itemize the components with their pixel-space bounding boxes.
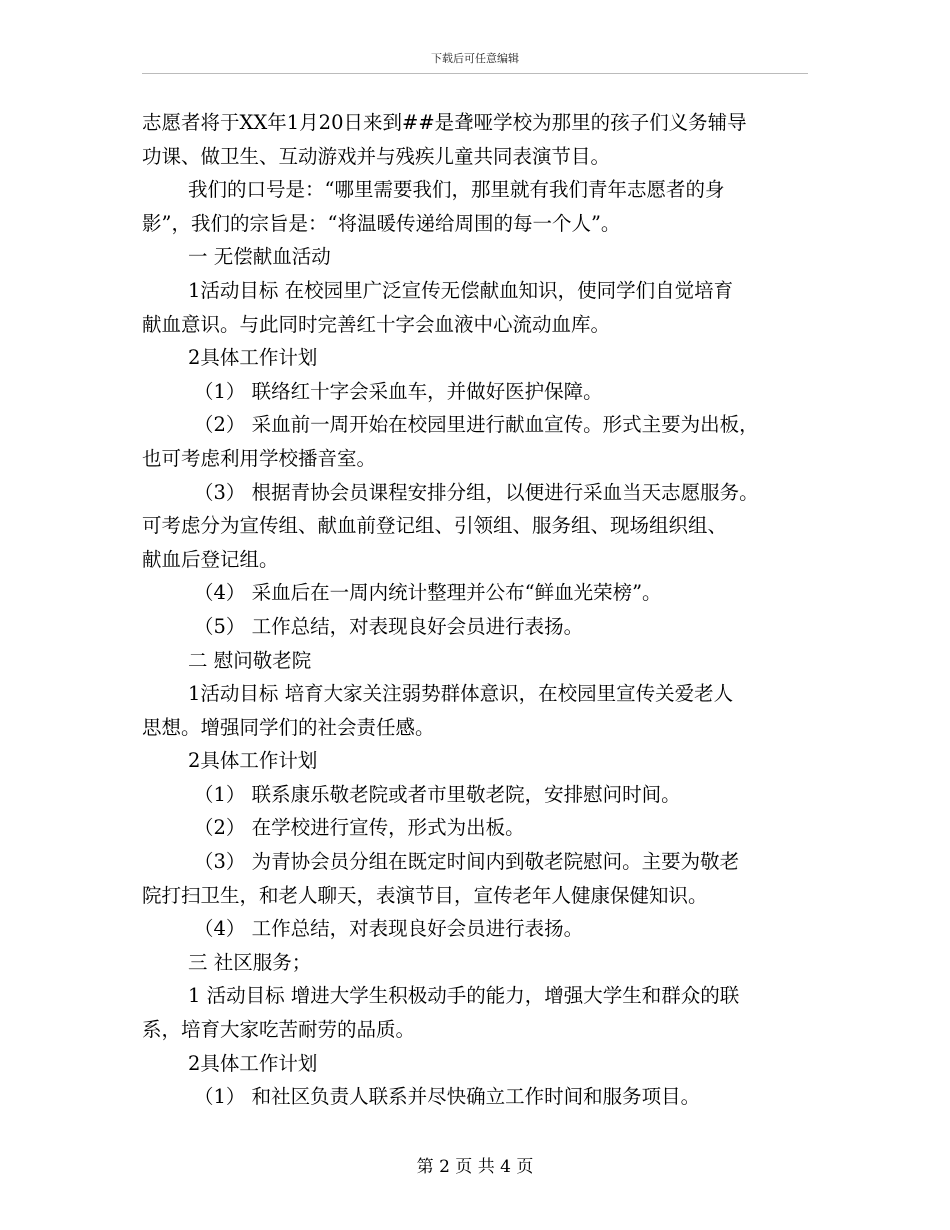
body-line: 献血意识。与此同时完善红十字会血液中心流动血库。 bbox=[142, 312, 611, 336]
list-item: （3） 根据青协会员课程安排分组，以便进行采血当天志愿服务。 bbox=[194, 480, 759, 504]
body-line: 也可考虑利用学校播音室。 bbox=[142, 446, 377, 470]
list-item: （1） 联络红十字会采血车，并做好医护保障。 bbox=[194, 379, 603, 403]
section-heading: 一 无偿献血活动 bbox=[188, 245, 331, 269]
subsection-heading: 2具体工作计划 bbox=[188, 1051, 318, 1075]
list-item: （2） 在学校进行宣传，形式为出板。 bbox=[194, 816, 525, 840]
list-item: （1） 联系康乐敬老院或者市里敬老院，安排慰问时间。 bbox=[194, 782, 681, 806]
body-line: 我们的口号是：“哪里需要我们，那里就有我们青年志愿者的身 bbox=[188, 178, 725, 202]
list-item: （5） 工作总结，对表现良好会员进行表扬。 bbox=[194, 614, 584, 638]
body-line: 献血后登记组。 bbox=[142, 547, 279, 571]
section-heading: 二 慰问敬老院 bbox=[188, 648, 312, 672]
body-line: 功课、做卫生、互动游戏并与残疾儿童共同表演节目。 bbox=[142, 144, 611, 168]
list-item: （4） 采血后在一周内统计整理并公布“鲜血光荣榜”。 bbox=[194, 581, 662, 605]
body-line: 思想。增强同学们的社会责任感。 bbox=[142, 715, 435, 739]
list-item: （2） 采血前一周开始在校园里进行献血宣传。形式主要为出板， bbox=[194, 413, 759, 437]
body-line: 系，培育大家吃苦耐劳的品质。 bbox=[142, 1018, 416, 1042]
list-item: （1） 和社区负责人联系并尽快确立工作时间和服务项目。 bbox=[194, 1085, 701, 1109]
body-line: 1活动目标 在校园里广泛宣传无偿献血知识，使同学们自觉培育 bbox=[188, 278, 734, 302]
page-header: 下载后可任意编辑 bbox=[431, 52, 519, 65]
body-line: 1 活动目标 增进大学生积极动手的能力，增强大学生和群众的联 bbox=[188, 984, 740, 1008]
section-heading: 三 社区服务； bbox=[188, 950, 312, 974]
header-divider bbox=[142, 73, 808, 74]
body-line: 志愿者将于XX年1月20日来到##是聋哑学校为那里的孩子们义务辅导 bbox=[142, 111, 747, 134]
list-item: （3） 为青协会员分组在既定时间内到敬老院慰问。主要为敬老 bbox=[194, 850, 740, 874]
body-line: 影”，我们的宗旨是：“将温暖传递给周围的每一个人”。 bbox=[142, 211, 621, 235]
list-item: （4） 工作总结，对表现良好会员进行表扬。 bbox=[194, 917, 584, 941]
subsection-heading: 2具体工作计划 bbox=[188, 346, 318, 370]
body-line: 院打扫卫生，和老人聊天，表演节目，宣传老年人健康保健知识。 bbox=[142, 883, 708, 907]
body-line: 可考虑分为宣传组、献血前登记组、引领组、服务组、现场组织组、 bbox=[142, 514, 728, 538]
page-number: 第 2 页 共 4 页 bbox=[416, 1157, 534, 1177]
body-line: 1活动目标 培育大家关注弱势群体意识，在校园里宣传关爱老人 bbox=[188, 682, 734, 706]
subsection-heading: 2具体工作计划 bbox=[188, 749, 318, 773]
document-body bbox=[142, 106, 812, 1114]
